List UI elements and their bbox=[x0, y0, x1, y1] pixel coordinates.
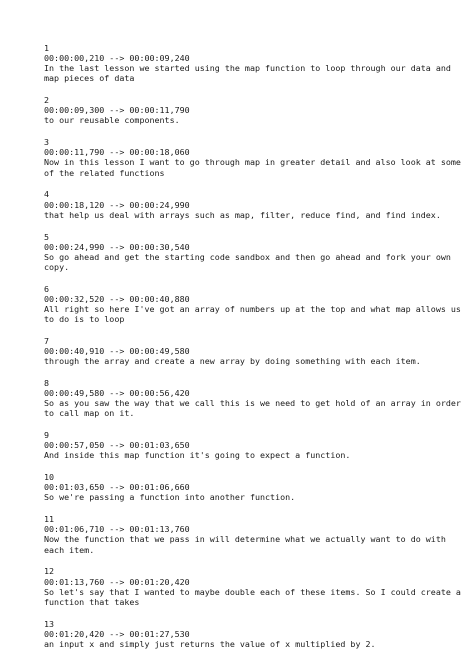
subtitle-cue bbox=[44, 43, 464, 83]
cue-text: through the array and create a new array by doing something with each item. bbox=[44, 356, 421, 367]
cue-timecode: 00:01:20,420 --> 00:01:27,530 bbox=[44, 628, 190, 639]
cue-timecode: 00:00:09,300 --> 00:00:11,790 bbox=[44, 105, 190, 116]
cue-timecode: 00:00:40,910 --> 00:00:49,580 bbox=[44, 345, 190, 356]
subtitle-cue bbox=[44, 284, 464, 324]
cue-text: All right so here I've got an array of numbers up at the top and what map allows us to do is to loop bbox=[44, 303, 461, 324]
cue-text: And inside this map function it's going to expect a function. bbox=[44, 450, 351, 461]
cue-index: 12 bbox=[44, 566, 55, 577]
subtitle-cue bbox=[44, 378, 464, 418]
cue-timecode: 00:00:49,580 --> 00:00:56,420 bbox=[44, 388, 190, 399]
cue-timecode: 00:01:13,760 --> 00:01:20,420 bbox=[44, 576, 190, 587]
subtitle-cue bbox=[44, 336, 464, 366]
subtitle-cue bbox=[44, 514, 464, 554]
cue-text: In the last lesson we started using the map function to loop through our data and map pieces of data bbox=[44, 63, 451, 84]
cue-index: 3 bbox=[44, 137, 50, 148]
cue-index: 13 bbox=[44, 618, 55, 629]
cue-index: 9 bbox=[44, 430, 50, 441]
cue-timecode: 00:00:24,990 --> 00:00:30,540 bbox=[44, 241, 190, 252]
cue-text: that help us deal with arrays such as map, filter, reduce find, and find index. bbox=[44, 209, 441, 220]
cue-text: So we're passing a function into another function. bbox=[44, 492, 296, 503]
subtitle-cue-list bbox=[44, 43, 464, 661]
cue-text: So go ahead and get the starting code sandbox and then go ahead and fork your own copy. bbox=[44, 251, 451, 272]
cue-timecode: 00:00:32,520 --> 00:00:40,880 bbox=[44, 293, 190, 304]
cue-timecode: 00:01:06,710 --> 00:01:13,760 bbox=[44, 524, 190, 535]
cue-timecode: 00:00:57,050 --> 00:01:03,650 bbox=[44, 440, 190, 451]
cue-text: So as you saw the way that we call this is we need to get hold of an array in order to call map on it. bbox=[44, 398, 461, 419]
cue-timecode: 00:00:18,120 --> 00:00:24,990 bbox=[44, 199, 190, 210]
cue-index: 7 bbox=[44, 335, 50, 346]
subtitle-cue bbox=[44, 137, 464, 177]
cue-index: 11 bbox=[44, 514, 55, 525]
cue-index: 4 bbox=[44, 189, 50, 200]
cue-text: Now the function that we pass in will determine what we actually want to do with each item. bbox=[44, 534, 446, 555]
subtitle-cue bbox=[44, 472, 464, 502]
cue-text: So let's say that I wanted to maybe double each of these items. So I could create a function that takes bbox=[44, 586, 461, 607]
cue-index: 8 bbox=[44, 377, 50, 388]
subtitle-cue bbox=[44, 619, 464, 649]
cue-index: 5 bbox=[44, 231, 50, 242]
subtitle-cue bbox=[44, 430, 464, 460]
cue-text: an input x and simply just returns the value of x multiplied by 2. bbox=[44, 638, 376, 649]
subtitle-cue bbox=[44, 95, 464, 125]
cue-timecode: 00:00:11,790 --> 00:00:18,060 bbox=[44, 147, 190, 158]
cue-index: 6 bbox=[44, 283, 50, 294]
subtitle-cue bbox=[44, 566, 464, 606]
cue-text: to our reusable components. bbox=[44, 115, 180, 126]
cue-index: 2 bbox=[44, 95, 50, 106]
subtitle-cue bbox=[44, 232, 464, 272]
cue-index: 1 bbox=[44, 43, 50, 53]
cue-index: 10 bbox=[44, 472, 55, 483]
cue-timecode: 00:00:00,210 --> 00:00:09,240 bbox=[44, 53, 190, 64]
cue-timecode: 00:01:03,650 --> 00:01:06,660 bbox=[44, 482, 190, 493]
cue-text: Now in this lesson I want to go through map in greater detail and also look at some of the related functions bbox=[44, 157, 461, 178]
subtitle-cue bbox=[44, 189, 464, 219]
